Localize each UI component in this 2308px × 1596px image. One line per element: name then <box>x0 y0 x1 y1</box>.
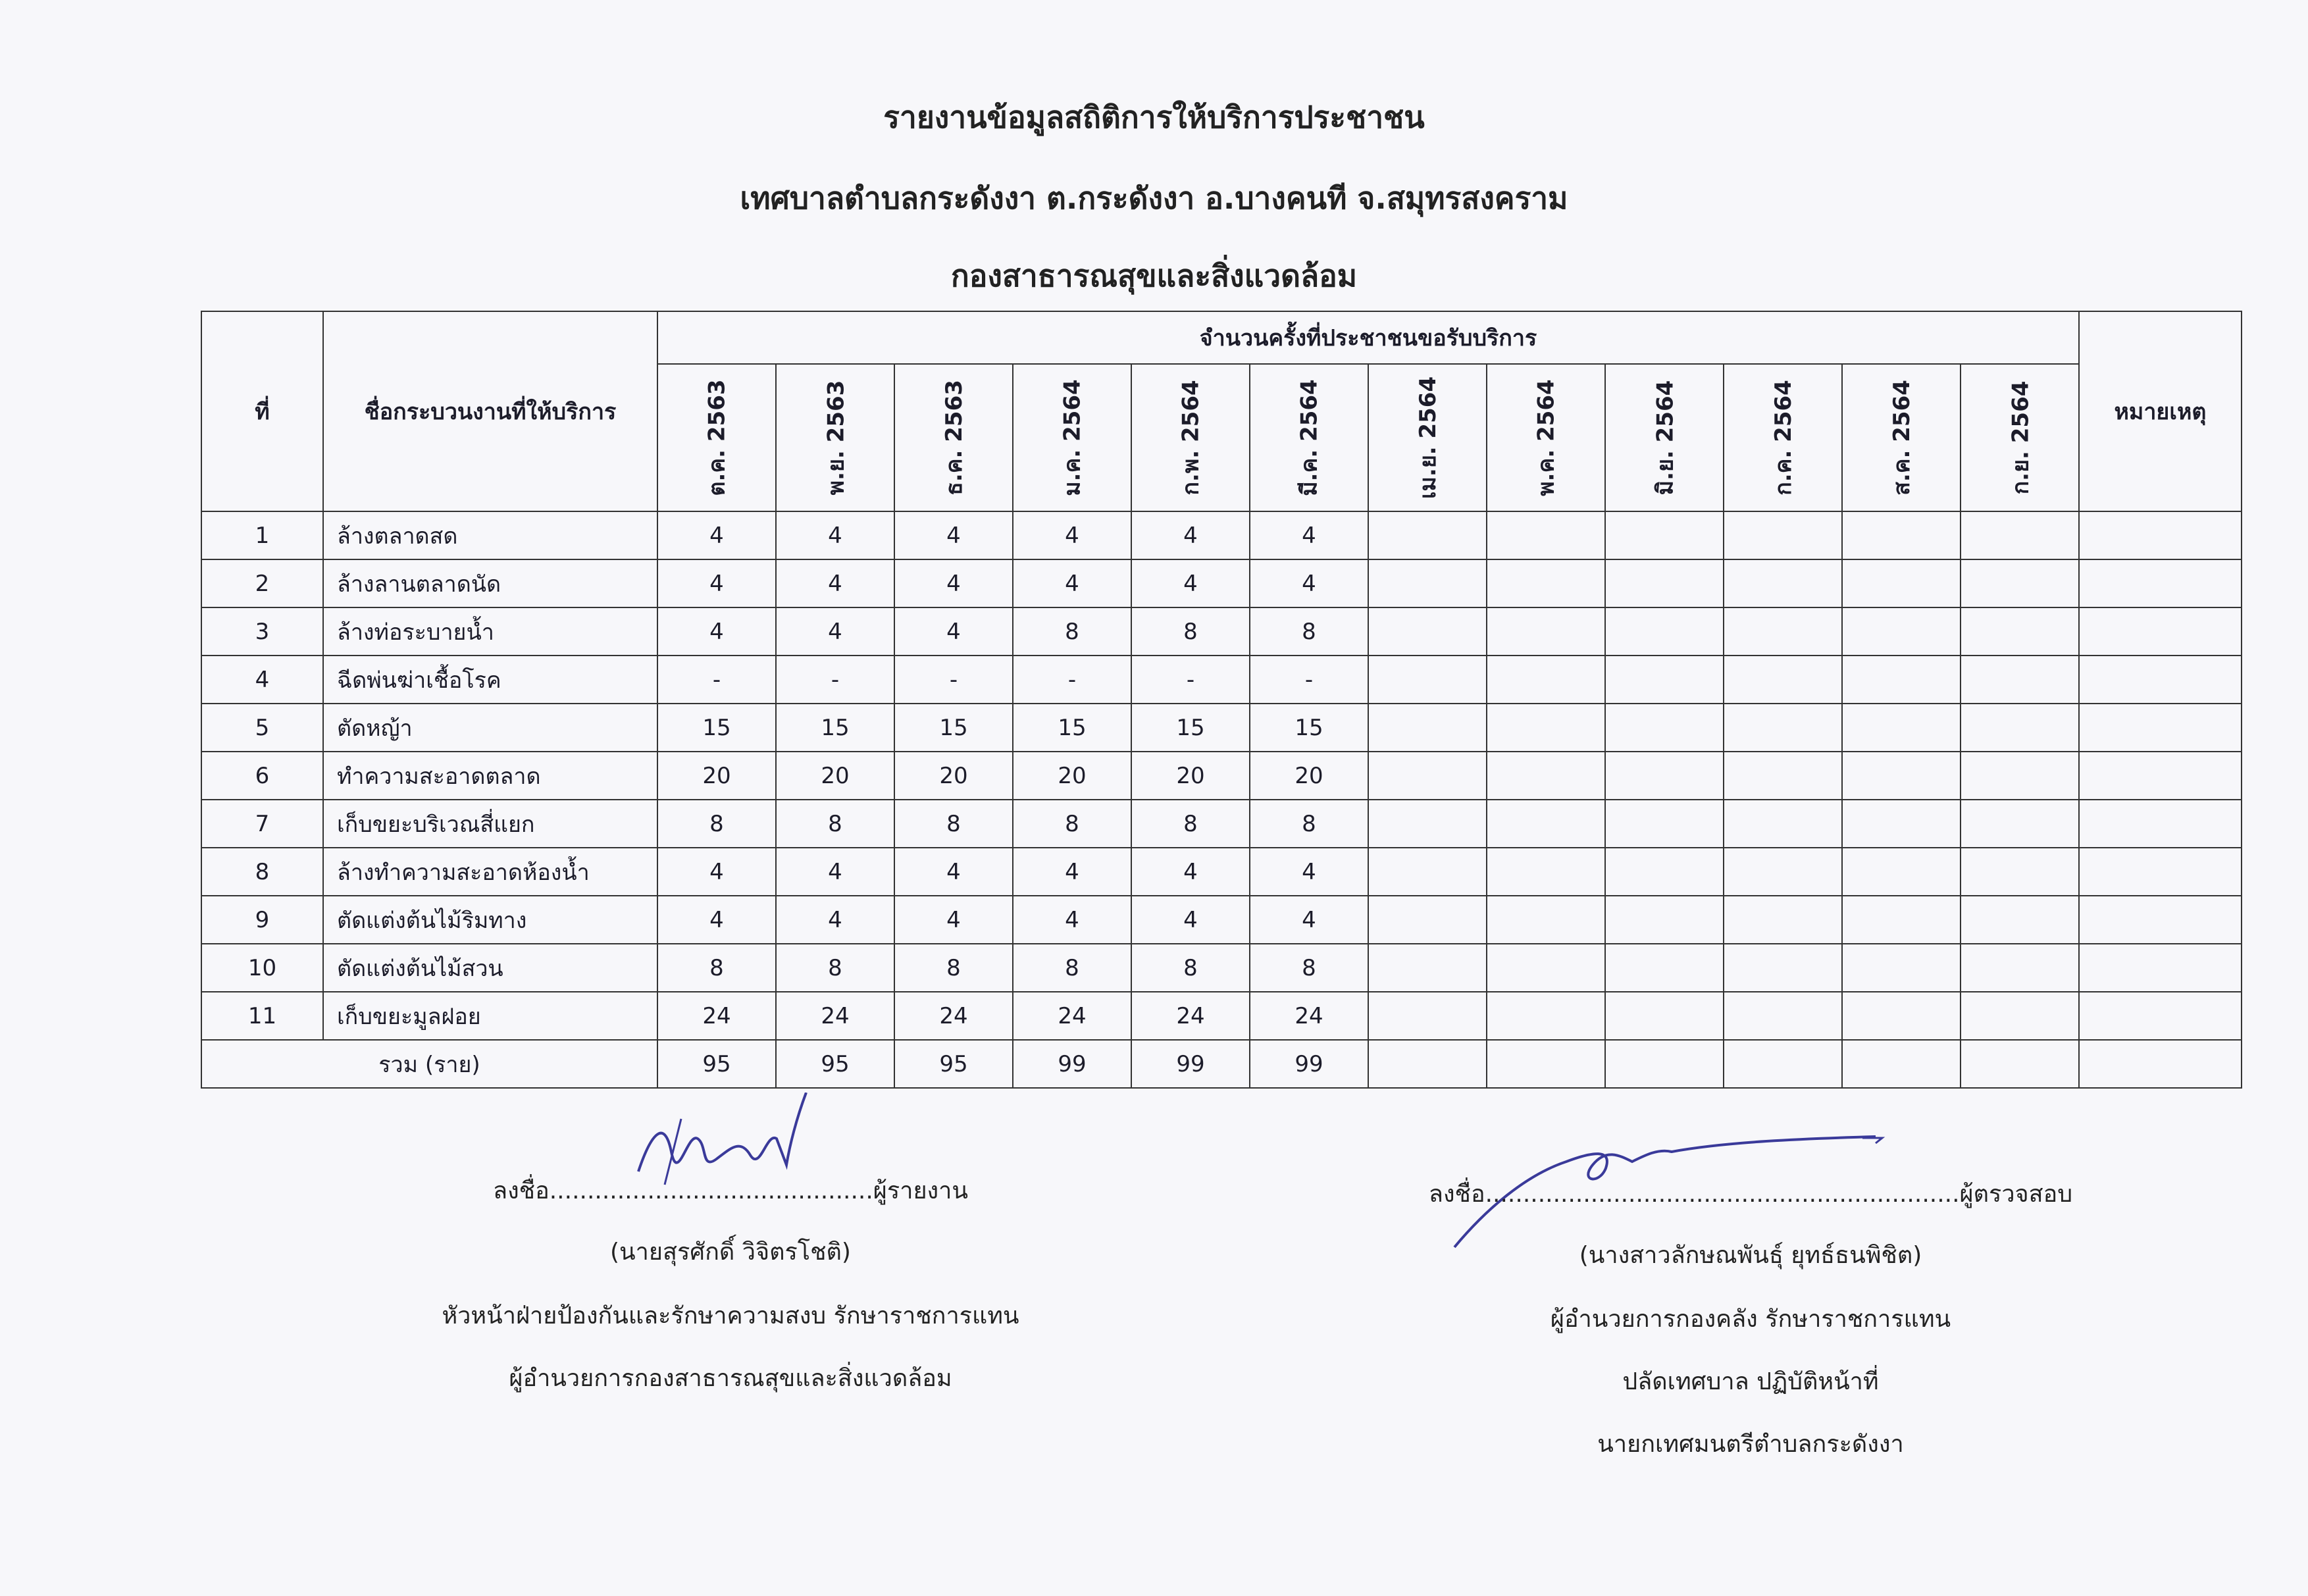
month-value <box>1961 607 2079 656</box>
month-value: 8 <box>657 944 776 992</box>
table-row <box>201 848 2242 896</box>
month-value <box>1724 559 1842 607</box>
month-value: 4 <box>1250 559 1368 607</box>
month-value <box>1961 992 2079 1040</box>
month-value: 20 <box>776 752 894 800</box>
month-label: เม.ย. 2564 <box>1415 376 1442 500</box>
total-value <box>1368 1040 1487 1088</box>
month-label: พ.ค. 2564 <box>1533 379 1560 496</box>
month-value <box>1724 944 1842 992</box>
month-value: 4 <box>1013 511 1131 559</box>
month-value: 15 <box>776 704 894 752</box>
remark-cell <box>2079 752 2242 800</box>
month-value <box>1842 896 1961 944</box>
row-number: 3 <box>201 607 323 656</box>
reporter-sign-line: ลงชื่อ...........................................ผู้รายงาน <box>493 1177 968 1204</box>
remark-cell <box>2079 848 2242 896</box>
month-value: 24 <box>1131 992 1250 1040</box>
remark-cell <box>2079 656 2242 704</box>
month-header <box>1605 364 1724 511</box>
month-value: - <box>1131 656 1250 704</box>
month-value <box>1487 992 1605 1040</box>
month-value: 24 <box>1250 992 1368 1040</box>
month-label: ก.พ. 2564 <box>1177 380 1204 496</box>
month-value <box>1368 559 1487 607</box>
month-header <box>1842 364 1961 511</box>
month-value <box>1842 704 1961 752</box>
month-value: 4 <box>894 607 1013 656</box>
service-name: เก็บขยะมูลฝอย <box>323 992 657 1040</box>
month-value: 4 <box>1250 511 1368 559</box>
month-value <box>1487 656 1605 704</box>
month-value <box>1724 848 1842 896</box>
month-value <box>1368 848 1487 896</box>
month-value <box>1368 607 1487 656</box>
month-value <box>1605 752 1724 800</box>
month-value: 4 <box>657 559 776 607</box>
month-value: 20 <box>894 752 1013 800</box>
month-value <box>1842 511 1961 559</box>
reporter-position-2: ผู้อำนวยการกองสาธารณสุขและสิ่งแวดล้อม <box>509 1365 952 1392</box>
month-value <box>1961 559 2079 607</box>
month-value <box>1487 559 1605 607</box>
month-header <box>1724 364 1842 511</box>
month-value: 8 <box>657 800 776 848</box>
month-value: 15 <box>1250 704 1368 752</box>
month-value: 4 <box>894 511 1013 559</box>
service-name: ล้างลานตลาดนัด <box>323 559 657 607</box>
month-value: 4 <box>657 848 776 896</box>
row-number: 9 <box>201 896 323 944</box>
remark-cell <box>2079 559 2242 607</box>
month-value <box>1961 704 2079 752</box>
month-label: พ.ย. 2563 <box>822 380 849 496</box>
row-number: 7 <box>201 800 323 848</box>
month-value <box>1605 607 1724 656</box>
month-value <box>1605 704 1724 752</box>
row-number: 4 <box>201 656 323 704</box>
service-name: ตัดแต่งต้นไม้ริมทาง <box>323 896 657 944</box>
row-number: 8 <box>201 848 323 896</box>
month-value <box>1487 511 1605 559</box>
month-value: 4 <box>1013 848 1131 896</box>
month-value: 4 <box>1131 848 1250 896</box>
row-number: 10 <box>201 944 323 992</box>
month-value <box>1842 992 1961 1040</box>
service-name: เก็บขยะบริเวณสี่แยก <box>323 800 657 848</box>
month-label: ม.ค. 2564 <box>1060 379 1086 496</box>
month-header <box>1368 364 1487 511</box>
month-value: 8 <box>1131 607 1250 656</box>
month-value: 4 <box>776 896 894 944</box>
month-value: 4 <box>1131 559 1250 607</box>
month-header <box>1961 364 2079 511</box>
month-value <box>1605 800 1724 848</box>
row-number: 2 <box>201 559 323 607</box>
total-value: 95 <box>776 1040 894 1088</box>
month-value: 8 <box>1131 800 1250 848</box>
service-name: ล้างท่อระบายน้ำ <box>323 607 657 656</box>
month-value: 4 <box>894 896 1013 944</box>
month-value: 8 <box>776 944 894 992</box>
month-value: 8 <box>1250 800 1368 848</box>
month-value: 4 <box>1250 896 1368 944</box>
service-name: ตัดแต่งต้นไม้สวน <box>323 944 657 992</box>
month-value <box>1487 800 1605 848</box>
month-value <box>1368 992 1487 1040</box>
table-row <box>201 704 2242 752</box>
month-value <box>1842 800 1961 848</box>
month-value <box>1842 944 1961 992</box>
month-value <box>1842 607 1961 656</box>
month-header <box>776 364 894 511</box>
table-row <box>201 800 2242 848</box>
remark-cell <box>2079 1040 2242 1088</box>
month-value <box>1724 800 1842 848</box>
remark-cell <box>2079 896 2242 944</box>
month-value <box>1842 656 1961 704</box>
reporter-name: (นายสุรศักดิ์ วิจิตรโชติ) <box>610 1239 851 1266</box>
total-value: 95 <box>894 1040 1013 1088</box>
service-name: ล้างทำความสะอาดห้องน้ำ <box>323 848 657 896</box>
month-value: 8 <box>894 944 1013 992</box>
month-value <box>1605 848 1724 896</box>
total-value <box>1961 1040 2079 1088</box>
remark-cell <box>2079 944 2242 992</box>
month-label: ธ.ค. 2563 <box>940 380 967 496</box>
month-value <box>1961 944 2079 992</box>
month-value: 8 <box>776 800 894 848</box>
month-value: 4 <box>894 559 1013 607</box>
month-value <box>1487 752 1605 800</box>
total-value: 95 <box>657 1040 776 1088</box>
month-value: 15 <box>657 704 776 752</box>
reporter-position-1: หัวหน้าฝ่ายป้องกันและรักษาความสงบ รักษาราชการแทน <box>442 1302 1019 1329</box>
month-value <box>1961 752 2079 800</box>
month-value: 4 <box>657 511 776 559</box>
month-value: - <box>776 656 894 704</box>
reviewer-position-1: ผู้อำนวยการกองคลัง รักษาราชการแทน <box>1550 1306 1951 1333</box>
total-value <box>1842 1040 1961 1088</box>
col-header-remark: หมายเหตุ <box>2079 311 2242 511</box>
month-value: - <box>657 656 776 704</box>
month-value: 8 <box>1013 607 1131 656</box>
month-value <box>1368 704 1487 752</box>
service-statistics-table <box>201 311 2242 1089</box>
month-value: 15 <box>1013 704 1131 752</box>
month-value <box>1368 511 1487 559</box>
month-value <box>1961 511 2079 559</box>
month-value: 4 <box>1250 848 1368 896</box>
month-value <box>1961 800 2079 848</box>
total-value: 99 <box>1131 1040 1250 1088</box>
month-value <box>1961 848 2079 896</box>
month-value <box>1605 559 1724 607</box>
month-value: 4 <box>1013 896 1131 944</box>
month-header <box>1250 364 1368 511</box>
month-value <box>1842 559 1961 607</box>
month-value: 4 <box>657 896 776 944</box>
service-name: ล้างตลาดสด <box>323 511 657 559</box>
total-value <box>1487 1040 1605 1088</box>
month-value <box>1724 607 1842 656</box>
municipality-title: เทศบาลตำบลกระดังงา ต.กระดังงา อ.บางคนที จ.สมุทรสงคราม <box>740 180 1568 216</box>
month-value <box>1487 607 1605 656</box>
month-value <box>1487 704 1605 752</box>
month-header <box>894 364 1013 511</box>
month-value: 24 <box>1013 992 1131 1040</box>
total-value <box>1724 1040 1842 1088</box>
month-value: 8 <box>1013 800 1131 848</box>
month-value <box>1961 896 2079 944</box>
table-row <box>201 896 2242 944</box>
total-value: 99 <box>1250 1040 1368 1088</box>
month-value: 20 <box>1131 752 1250 800</box>
row-number: 5 <box>201 704 323 752</box>
total-value: 99 <box>1013 1040 1131 1088</box>
month-label: ต.ค. 2563 <box>704 379 731 496</box>
month-value <box>1368 800 1487 848</box>
month-header <box>1013 364 1131 511</box>
row-number: 1 <box>201 511 323 559</box>
month-value <box>1842 752 1961 800</box>
service-name: ฉีดพ่นฆ่าเชื้อโรค <box>323 656 657 704</box>
month-value <box>1487 848 1605 896</box>
month-value: 4 <box>894 848 1013 896</box>
month-value <box>1368 656 1487 704</box>
month-value <box>1605 511 1724 559</box>
month-value: - <box>894 656 1013 704</box>
month-value: 4 <box>776 848 894 896</box>
month-value: 24 <box>657 992 776 1040</box>
month-label: ก.ย. 2564 <box>2007 380 2034 495</box>
remark-cell <box>2079 511 2242 559</box>
row-number: 6 <box>201 752 323 800</box>
table-row <box>201 656 2242 704</box>
table-row <box>201 559 2242 607</box>
month-label: ส.ค. 2564 <box>1888 380 1915 496</box>
month-value: 8 <box>1013 944 1131 992</box>
month-value: 4 <box>1131 896 1250 944</box>
month-value: 20 <box>1250 752 1368 800</box>
month-value <box>1487 944 1605 992</box>
service-name: ตัดหญ้า <box>323 704 657 752</box>
month-header <box>657 364 776 511</box>
month-value: 8 <box>894 800 1013 848</box>
month-value: 24 <box>776 992 894 1040</box>
month-value: 15 <box>1131 704 1250 752</box>
reviewer-name: (นางสาวลักษณพันธุ์ ยุทธ์ธนพิชิต) <box>1579 1242 1922 1269</box>
report-title: รายงานข้อมูลสถิติการให้บริการประชาชน <box>883 99 1425 135</box>
month-value <box>1724 752 1842 800</box>
remark-cell <box>2079 992 2242 1040</box>
month-value <box>1724 896 1842 944</box>
month-label: มี.ค. 2564 <box>1296 379 1323 496</box>
month-value: 20 <box>1013 752 1131 800</box>
month-value: 4 <box>776 559 894 607</box>
month-value <box>1368 944 1487 992</box>
month-value <box>1842 848 1961 896</box>
month-value <box>1961 656 2079 704</box>
month-value <box>1605 992 1724 1040</box>
month-value <box>1605 944 1724 992</box>
total-value <box>1605 1040 1724 1088</box>
month-value <box>1724 656 1842 704</box>
month-value: 4 <box>657 607 776 656</box>
month-value: 24 <box>894 992 1013 1040</box>
month-value: 8 <box>1250 607 1368 656</box>
month-value <box>1724 511 1842 559</box>
month-value: 20 <box>657 752 776 800</box>
month-value: - <box>1250 656 1368 704</box>
table-row <box>201 607 2242 656</box>
division-title: กองสาธารณสุขและสิ่งแวดล้อม <box>950 258 1358 294</box>
remark-cell <box>2079 800 2242 848</box>
remark-cell <box>2079 704 2242 752</box>
month-value <box>1487 896 1605 944</box>
col-header-name: ชื่อกระบวนงานที่ให้บริการ <box>323 311 657 511</box>
table-row <box>201 511 2242 559</box>
reviewer-position-2: ปลัดเทศบาล ปฏิบัติหน้าที่ <box>1622 1368 1879 1395</box>
table-row <box>201 944 2242 992</box>
table-row <box>201 752 2242 800</box>
month-value <box>1605 656 1724 704</box>
month-value <box>1605 896 1724 944</box>
month-value <box>1368 896 1487 944</box>
month-value: 4 <box>1131 511 1250 559</box>
col-header-no: ที่ <box>201 311 323 511</box>
month-label: ก.ค. 2564 <box>1770 380 1797 496</box>
month-value: 8 <box>1250 944 1368 992</box>
reviewer-sign-line: ลงชื่อ...............................................................ผู้ตรวจสอบ <box>1428 1181 2073 1208</box>
month-value <box>1724 992 1842 1040</box>
month-value <box>1368 752 1487 800</box>
month-value: 4 <box>1013 559 1131 607</box>
month-value: 4 <box>776 511 894 559</box>
remark-cell <box>2079 607 2242 656</box>
table-row <box>201 992 2242 1040</box>
total-row <box>201 1040 2242 1088</box>
month-value: 8 <box>1131 944 1250 992</box>
month-value: 4 <box>776 607 894 656</box>
month-value <box>1724 704 1842 752</box>
month-header <box>1131 364 1250 511</box>
reviewer-position-3: นายกเทศมนตรีตำบลกระดังงา <box>1597 1431 1904 1458</box>
group-header-requests: จำนวนครั้งที่ประชาชนขอรับบริการ <box>657 311 2079 364</box>
row-number: 11 <box>201 992 323 1040</box>
month-value: 15 <box>894 704 1013 752</box>
total-label: รวม (ราย) <box>201 1040 657 1088</box>
month-label: มิ.ย. 2564 <box>1651 380 1678 496</box>
service-name: ทำความสะอาดตลาด <box>323 752 657 800</box>
month-value: - <box>1013 656 1131 704</box>
month-header <box>1487 364 1605 511</box>
